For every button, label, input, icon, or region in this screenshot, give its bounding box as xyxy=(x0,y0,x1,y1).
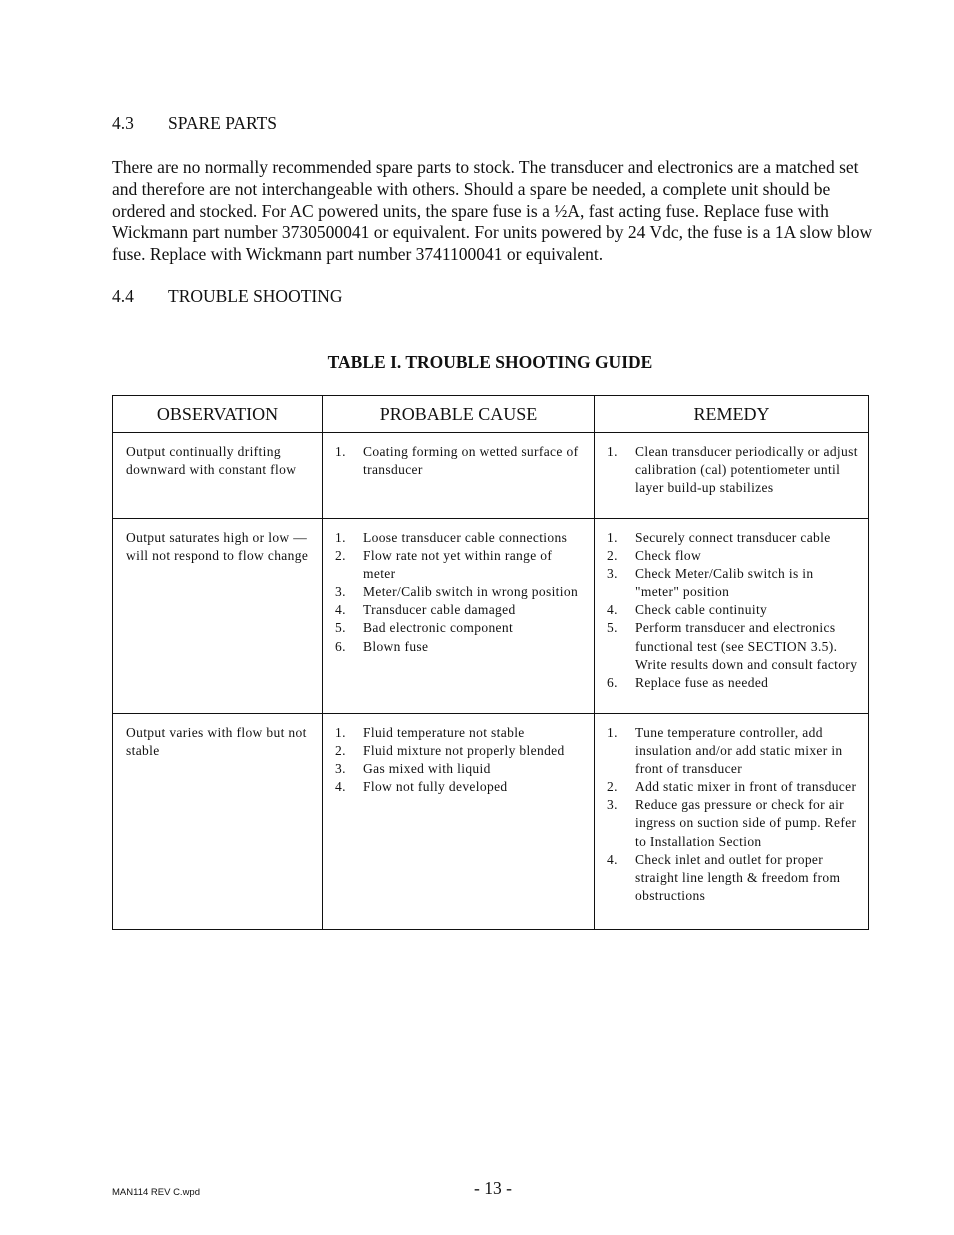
list-item xyxy=(607,724,860,778)
observation-cell: Output continually drifting downward with constant flow xyxy=(113,433,323,519)
item-text: Replace fuse as needed xyxy=(635,674,769,690)
item-text: Blown fuse xyxy=(363,638,429,654)
trouble-shooting-table xyxy=(112,395,869,930)
list-item xyxy=(335,742,586,760)
cause-list xyxy=(335,724,586,796)
cause-cell xyxy=(323,433,595,519)
list-item xyxy=(335,529,586,547)
section-number: 4.3 xyxy=(112,113,134,133)
table-row xyxy=(113,714,869,930)
item-text: Check Meter/Calib switch is in "meter" position xyxy=(635,566,814,600)
item-text: Tune temperature controller, add insulation and/or add static mixer in front of transducer xyxy=(635,725,843,777)
list-item xyxy=(607,674,860,692)
item-text: Fluid mixture not properly blended xyxy=(363,743,565,759)
item-text: Loose transducer cable connections xyxy=(363,530,568,545)
page-number: - 13 - xyxy=(474,1178,512,1198)
item-text: Coating forming on wetted surface of transducer xyxy=(363,444,579,478)
item-number: 1. xyxy=(607,444,618,459)
list-item xyxy=(335,778,586,796)
list-item xyxy=(607,601,860,619)
cause-list xyxy=(335,529,586,656)
item-number: 2. xyxy=(335,743,346,759)
list-item xyxy=(607,851,860,905)
item-number: 3. xyxy=(607,797,618,813)
remedy-list xyxy=(607,529,860,692)
item-number: 6. xyxy=(607,674,618,690)
remedy-cell xyxy=(595,519,869,714)
item-number: 1. xyxy=(335,444,346,459)
item-number: 6. xyxy=(335,638,346,654)
list-item xyxy=(607,565,860,601)
list-item xyxy=(335,547,586,583)
spare-parts-paragraph: There are no normally recommended spare parts to stock. The transducer and electronics are a matched set and therefore are not interchangeable with others. Should a spare be needed, a complete unit should be ordered and stocked. For AC powered units, the spare fuse is a ½A, fast acting fuse. Replace fuse with Wickmann part number 3730500041 or equivalent. For units powered by 24 Vdc, the fuse is a 1A slow blow fuse. Replace with Wickmann part number 3741100041 or equivalent. xyxy=(112,157,873,265)
item-number: 4. xyxy=(335,602,346,618)
cause-list xyxy=(335,443,586,479)
item-number: 1. xyxy=(607,530,618,545)
list-item xyxy=(335,724,586,742)
item-number: 2. xyxy=(607,548,618,564)
cause-cell xyxy=(323,714,595,930)
item-number: 5. xyxy=(335,620,346,636)
document-id: MAN114 REV C.wpd xyxy=(112,1187,200,1198)
item-number: 2. xyxy=(607,779,618,795)
item-text: Bad electronic component xyxy=(363,620,514,636)
item-number: 5. xyxy=(607,620,618,636)
item-number: 4. xyxy=(607,602,618,618)
table-row xyxy=(113,519,869,714)
remedy-cell xyxy=(595,714,869,930)
table-title: TABLE I. TROUBLE SHOOTING GUIDE xyxy=(327,352,653,372)
item-text: Transducer cable damaged xyxy=(363,602,516,618)
item-number: 1. xyxy=(335,530,346,545)
list-item xyxy=(607,796,860,850)
list-item xyxy=(607,619,860,673)
item-number: 4. xyxy=(335,779,346,795)
list-item xyxy=(607,547,860,565)
item-number: 1. xyxy=(335,725,346,740)
observation-cell: Output saturates high or low — will not respond to flow change xyxy=(113,519,323,714)
table-row xyxy=(113,433,869,519)
section-heading-trouble-shooting xyxy=(112,286,343,307)
item-text: Reduce gas pressure or check for air ingress on suction side of pump. Refer to Installation Section xyxy=(635,797,857,849)
remedy-cell xyxy=(595,433,869,519)
item-text: Check inlet and outlet for proper straight line length & freedom from obstructions xyxy=(635,851,841,903)
list-item xyxy=(607,443,860,497)
list-item xyxy=(607,778,860,796)
item-text: Fluid temperature not stable xyxy=(363,725,525,740)
header-observation: OBSERVATION xyxy=(113,396,323,433)
item-text: Clean transducer periodically or adjust calibration (cal) potentiometer until layer build-up stabilizes xyxy=(635,444,858,496)
section-heading-spare-parts xyxy=(112,113,277,134)
list-item xyxy=(335,583,586,601)
section-title: SPARE PARTS xyxy=(168,113,278,133)
item-number: 3. xyxy=(335,761,346,777)
list-item xyxy=(335,760,586,778)
section-number: 4.4 xyxy=(112,286,134,306)
section-title: TROUBLE SHOOTING xyxy=(168,286,343,306)
list-item xyxy=(335,601,586,619)
observation-cell: Output varies with flow but not stable xyxy=(113,714,323,930)
header-probable-cause: PROBABLE CAUSE xyxy=(323,396,595,433)
item-number: 1. xyxy=(607,725,618,740)
list-item xyxy=(607,529,860,547)
item-text: Flow rate not yet within range of meter xyxy=(363,548,553,582)
item-text: Securely connect transducer cable xyxy=(635,530,831,545)
item-text: Add static mixer in front of transducer xyxy=(635,779,857,795)
item-text: Flow not fully developed xyxy=(363,779,508,795)
item-text: Check flow xyxy=(635,548,702,564)
header-remedy: REMEDY xyxy=(595,396,869,433)
list-item xyxy=(335,638,586,656)
item-text: Check cable continuity xyxy=(635,602,768,618)
remedy-list xyxy=(607,443,860,497)
list-item xyxy=(335,619,586,637)
remedy-list xyxy=(607,724,860,905)
item-number: 3. xyxy=(335,584,346,600)
item-text: Perform transducer and electronics functional test (see SECTION 3.5). Write results down and consult factory xyxy=(635,620,858,672)
item-number: 3. xyxy=(607,566,618,582)
cause-cell xyxy=(323,519,595,714)
item-number: 4. xyxy=(607,851,618,867)
list-item xyxy=(335,443,586,479)
item-number: 2. xyxy=(335,548,346,564)
item-text: Gas mixed with liquid xyxy=(363,761,491,777)
table-header-row xyxy=(113,396,869,433)
item-text: Meter/Calib switch in wrong position xyxy=(363,584,579,600)
